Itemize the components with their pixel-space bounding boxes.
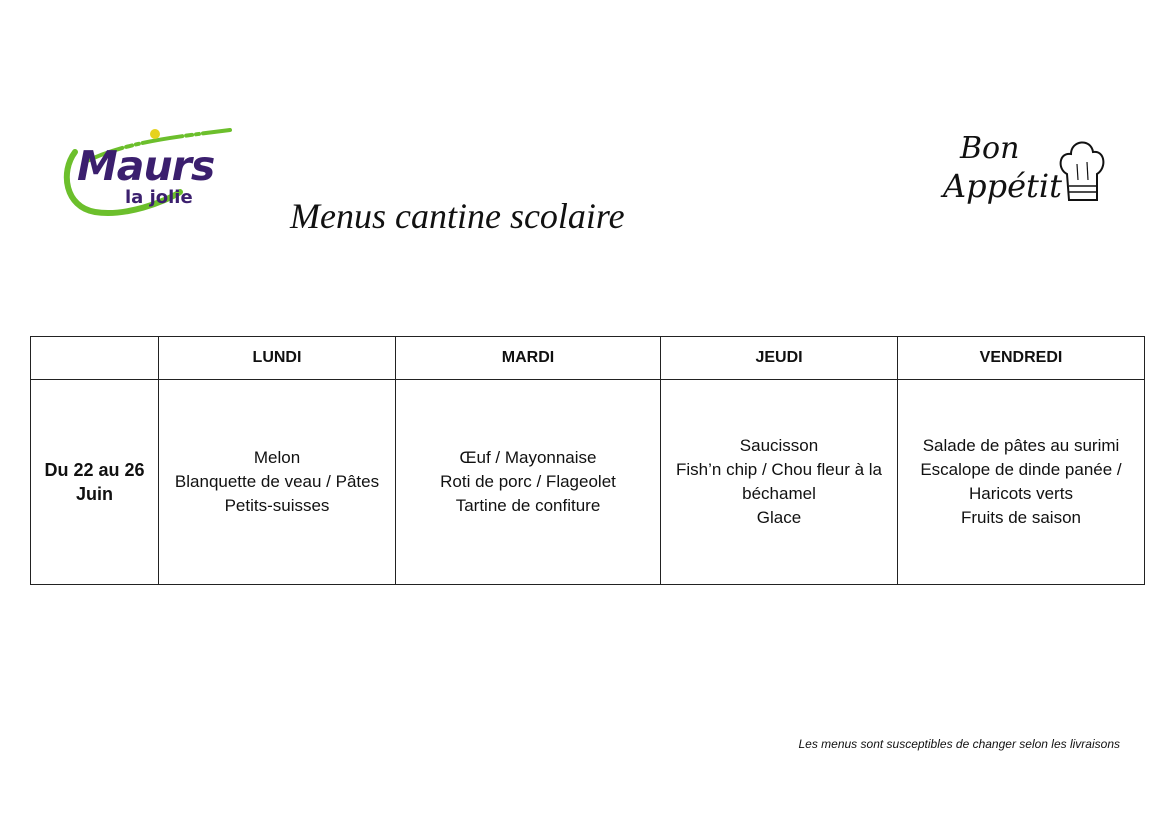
logo-text-appetit: Appétit xyxy=(943,167,1062,205)
dish-line: Salade de pâtes au surimi xyxy=(922,436,1120,455)
logo-text-bon: Bon xyxy=(960,131,1020,166)
footnote: Les menus sont susceptibles de changer selon les livraisons xyxy=(798,737,1120,751)
week-month: Juin xyxy=(75,484,113,504)
page-title: Menus cantine scolaire xyxy=(290,196,625,236)
logo-text-la-jolie: la jolie xyxy=(125,187,193,208)
week-dates: Du 22 au 26 xyxy=(44,460,145,480)
week-cell xyxy=(31,380,159,585)
bon-appetit-logo xyxy=(935,130,1115,225)
header-mardi: MARDI xyxy=(396,337,661,380)
dish-line: Fish’n chip / Chou fleur à la xyxy=(676,460,882,479)
dish-line: Saucisson xyxy=(739,436,819,455)
menu-cell-vendredi xyxy=(898,380,1145,585)
header-row xyxy=(31,337,1145,380)
dish-line: Blanquette de veau / Pâtes xyxy=(174,472,380,491)
dish-line: Melon xyxy=(253,448,301,467)
header-lundi: LUNDI xyxy=(159,337,396,380)
dish-line: Roti de porc / Flageolet xyxy=(440,472,616,491)
dish-line: béchamel xyxy=(742,484,816,503)
chef-hat-icon xyxy=(1057,134,1107,206)
menu-table xyxy=(30,336,1145,585)
dish-line: Glace xyxy=(756,508,802,527)
dish-line: Œuf / Mayonnaise xyxy=(459,448,597,467)
dish-line: Haricots verts xyxy=(969,484,1073,503)
menu-cell-lundi xyxy=(159,380,396,585)
menu-cell-jeudi xyxy=(661,380,898,585)
maurs-la-jolie-logo xyxy=(55,122,235,227)
header-vendredi: VENDREDI xyxy=(898,337,1145,380)
dish-line: Petits-suisses xyxy=(224,496,330,515)
dish-line: Fruits de saison xyxy=(961,508,1081,527)
table-row xyxy=(31,380,1145,585)
logo-text-maurs: Maurs xyxy=(77,142,215,190)
dish-line: Tartine de confiture xyxy=(455,496,601,515)
dish-line: Escalope de dinde panée / xyxy=(920,460,1122,479)
header-corner xyxy=(31,337,159,380)
header-jeudi: JEUDI xyxy=(661,337,898,380)
menu-cell-mardi xyxy=(396,380,661,585)
